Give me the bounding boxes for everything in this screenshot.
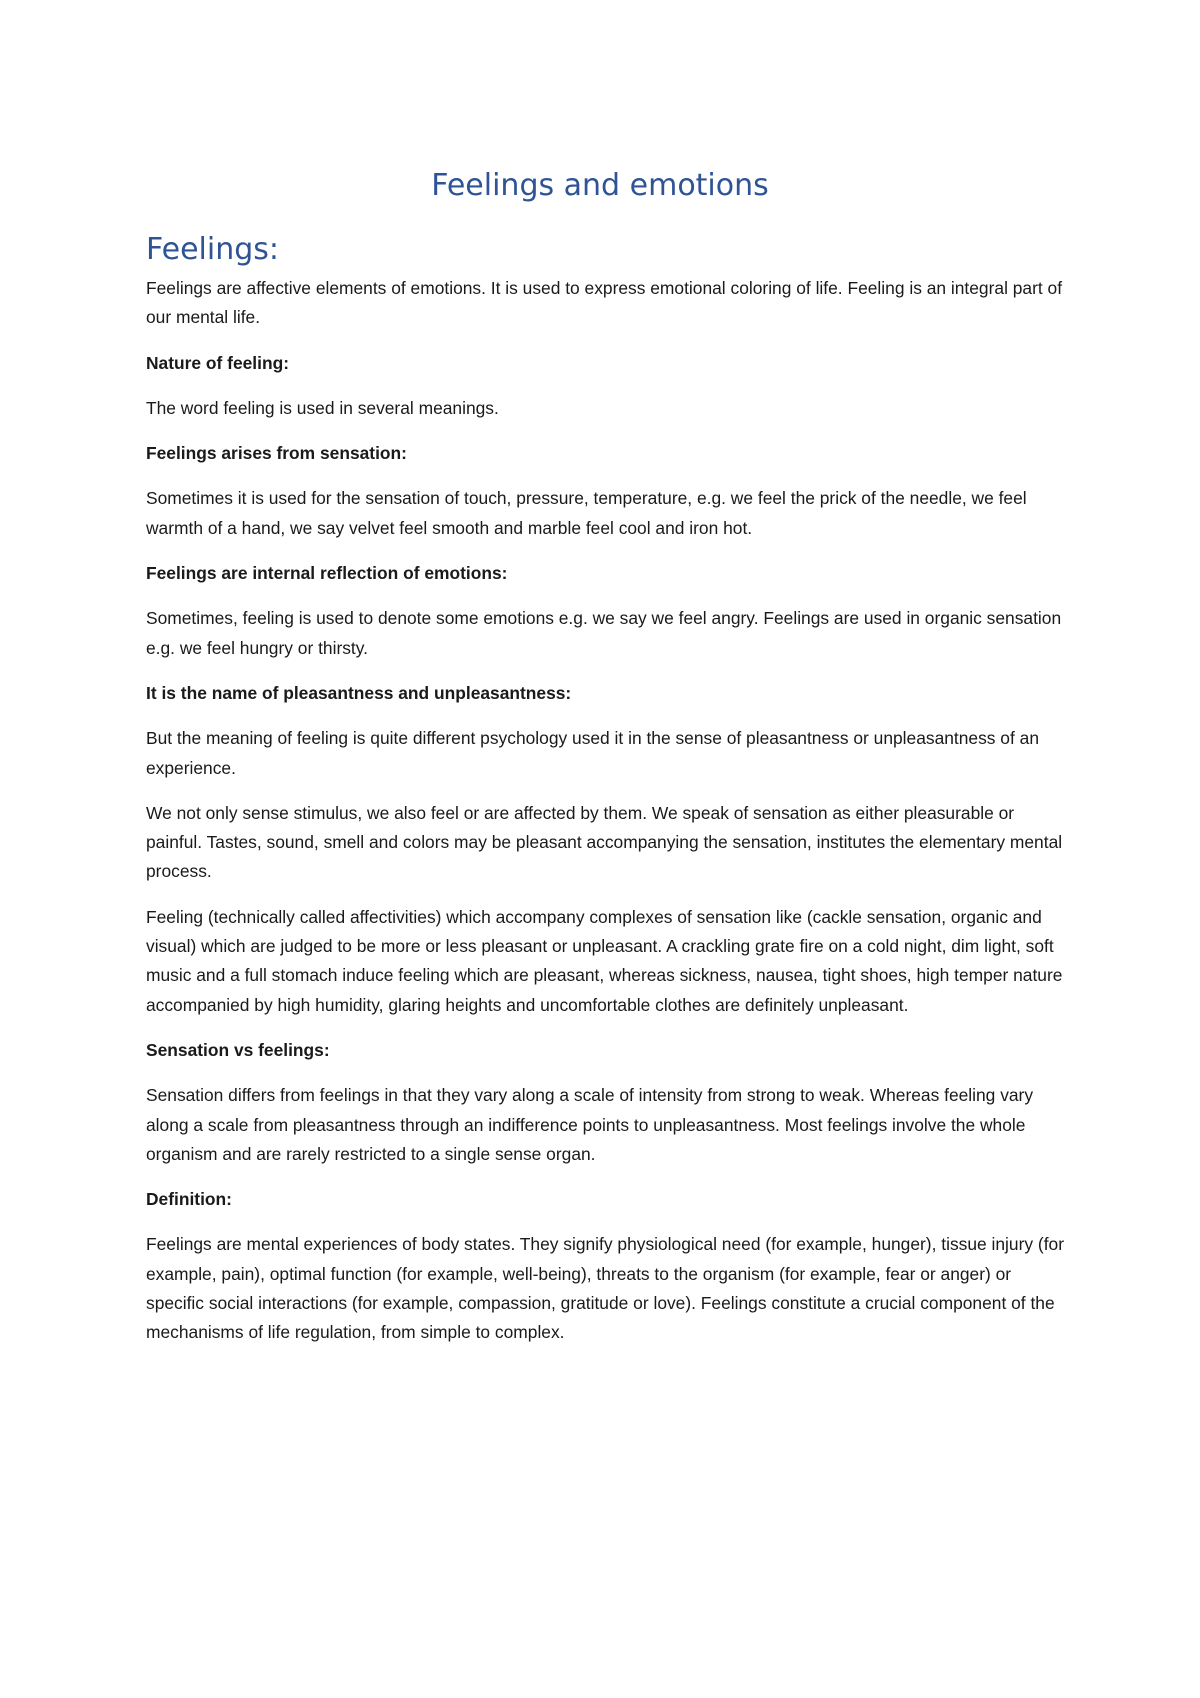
document-body — [146, 228, 1066, 1364]
paragraph-body: The word feeling is used in several meanings. — [146, 397, 499, 418]
paragraph-body: We not only sense stimulus, we also feel or are affected by them. We speak of sensation as either pleasurable or painful. Tastes, sound, smell and colors may be pleasant accompanying the sensation, institutes the elementary mental process. — [146, 802, 1063, 882]
paragraph-heading: Feelings arises from sensation: — [146, 443, 407, 464]
document-title: Feelings and emotions — [431, 168, 769, 203]
paragraph-heading: Sensation vs feelings: — [146, 1039, 330, 1060]
paragraph-body: Feelings are affective elements of emotions. It is used to express emotional coloring of life. Feeling is an integral part of our mental life. — [146, 278, 1063, 328]
paragraph-body: But the meaning of feeling is quite different psychology used it in the sense of pleasantness or unpleasantness of an experience. — [146, 728, 1039, 778]
paragraph-heading: Feelings are internal reflection of emotions: — [146, 563, 508, 584]
paragraph-heading: Nature of feeling: — [146, 352, 289, 373]
paragraph-body: Feeling (technically called affectivities) which accompany complexes of sensation like (cackle sensation, organic and visual) which are judged to be more or less pleasant or unpleasant. A crackling grate fire on a cold night, dim light, soft music and a full stomach induce feeling which are pleasant, whereas sickness, nausea, tight shoes, high temper nature accompanied by high humidity, glaring heights and uncomfortable clothes are definitely unpleasant. — [146, 906, 1063, 1015]
paragraph-heading: It is the name of pleasantness and unpleasantness: — [146, 682, 572, 703]
paragraph-body: Feelings are mental experiences of body states. They signify physiological need (for example, hunger), tissue injury (for example, pain), optimal function (for example, well-being), threats to the organism (for example, fear or anger) or specific social interactions (for example, compassion, gratitude or love). Feelings constitute a crucial component of the mechanisms of life regulation, from simple to complex. — [146, 1234, 1064, 1343]
paragraph-body: Sometimes, feeling is used to denote some emotions e.g. we say we feel angry. Feelings are used in organic sensation e.g. we feel hungry or thirsty. — [146, 608, 1062, 658]
paragraph-body: Sometimes it is used for the sensation of touch, pressure, temperature, e.g. we feel the prick of the needle, we feel warmth of a hand, we say velvet feel smooth and marble feel cool and iron hot. — [146, 488, 1027, 538]
paragraph-heading: Definition: — [146, 1189, 232, 1210]
paragraph-body: Sensation differs from feelings in that they vary along a scale of intensity from strong to weak. Whereas feeling vary along a scale from pleasantness through an indifference points to unpleasantness. Most feelings involve the whole organism and are rarely restricted to a single sense organ. — [146, 1085, 1034, 1164]
section-heading: Feelings: — [146, 232, 279, 267]
